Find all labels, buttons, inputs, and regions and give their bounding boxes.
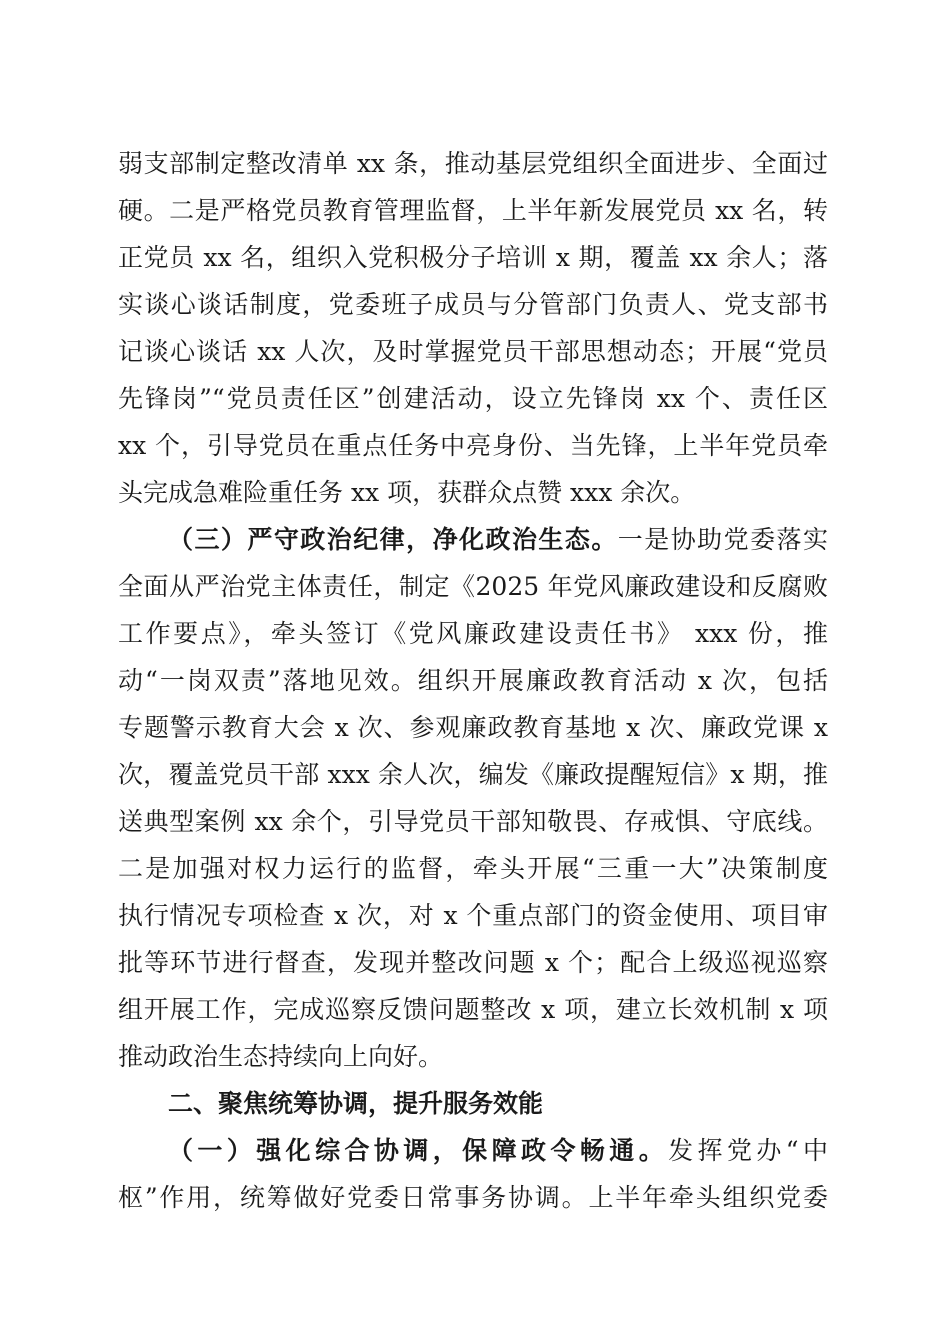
- text-line: 实谈心谈话制度，党委班子成员与分管部门负责人、党支部书: [118, 290, 828, 319]
- paragraph-party-member-management: [118, 140, 828, 516]
- subsection-title: （一）强化综合协调，保障政令畅通。: [168, 1136, 669, 1165]
- paragraph-coordination: [118, 1127, 828, 1221]
- text-line: 组开展工作，完成巡察反馈问题整改 x 项，建立长效机制 x 项: [118, 995, 828, 1024]
- text-line: 动“一岗双责”落地见效。组织开展廉政教育活动 x 次，包括: [118, 666, 828, 695]
- text-line: 枢”作用，统筹做好党委日常事务协调。上半年牵头组织党委: [118, 1183, 828, 1212]
- text-line: 记谈心谈话 xx 人次，及时掌握党员干部思想动态；开展“党员: [118, 337, 828, 366]
- section-heading: 二、聚焦统筹协调，提升服务效能: [168, 1089, 544, 1118]
- text-line: 批等环节进行督查，发现并整改问题 x 个；配合上级巡视巡察: [118, 948, 828, 977]
- text-run: 发挥党办“中: [668, 1136, 828, 1165]
- text-line: 全面从严治党主体责任，制定《2025 年党风廉政建设和反腐败: [118, 572, 828, 601]
- subsection-title: （三）严守政治纪律，净化政治生态。: [168, 525, 618, 554]
- paragraph-first-line: [118, 1127, 828, 1174]
- text-line: 头完成急难险重任务 xx 项，获群众点赞 xxx 余次。: [118, 478, 696, 507]
- text-line: 先锋岗”“党员责任区”创建活动，设立先锋岗 xx 个、责任区: [118, 384, 828, 413]
- text-line: 工作要点》，牵头签订《党风廉政建设责任书》 xxx 份，推: [118, 619, 828, 648]
- paragraph-first-line: [118, 516, 828, 563]
- document-page: [118, 140, 828, 1221]
- text-line: 硬。二是严格党员教育管理监督，上半年新发展党员 xx 名，转: [118, 196, 828, 225]
- text-line: 弱支部制定整改清单 xx 条，推动基层党组织全面进步、全面过: [118, 149, 828, 178]
- text-line: 二是加强对权力运行的监督，牵头开展“三重一大”决策制度: [118, 854, 828, 883]
- paragraph-political-discipline: [118, 516, 828, 1080]
- text-line: 专题警示教育大会 x 次、参观廉政教育基地 x 次、廉政党课 x: [118, 713, 828, 742]
- text-line: 次，覆盖党员干部 xxx 余人次，编发《廉政提醒短信》x 期，推: [118, 760, 828, 789]
- text-line: 执行情况专项检查 x 次，对 x 个重点部门的资金使用、项目审: [118, 901, 828, 930]
- text-line: 送典型案例 xx 余个，引导党员干部知敬畏、存戒惧、守底线。: [118, 807, 828, 836]
- text-line: 正党员 xx 名，组织入党积极分子培训 x 期，覆盖 xx 余人；落: [118, 243, 828, 272]
- text-line: 推动政治生态持续向上向好。: [118, 1042, 444, 1071]
- text-line: xx 个，引导党员在重点任务中亮身份、当先锋，上半年党员牵: [118, 431, 828, 460]
- text-run: 一是协助党委落实: [617, 525, 828, 554]
